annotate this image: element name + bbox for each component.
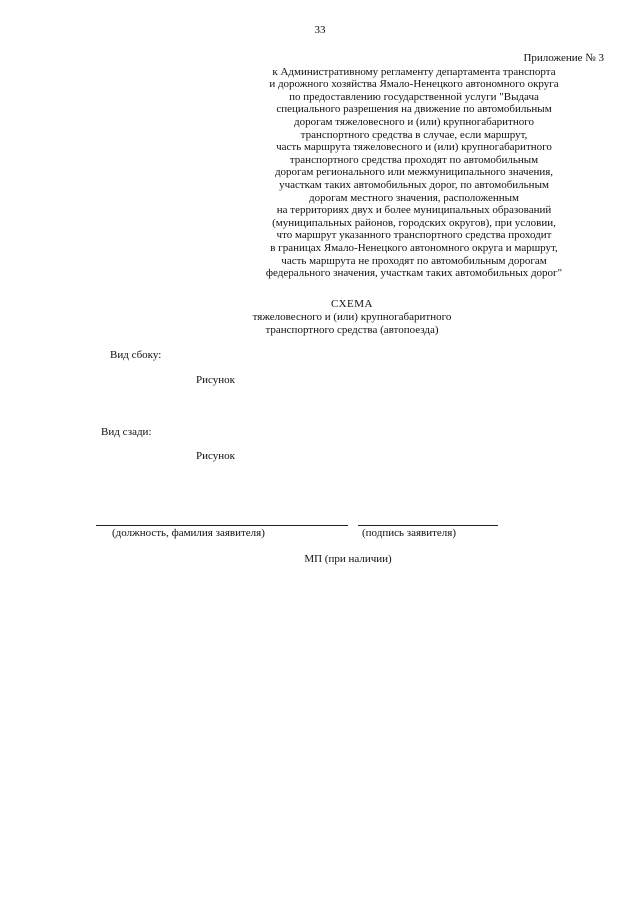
rear-view-figure-placeholder: Рисунок [196, 450, 235, 462]
scheme-title: СХЕМА [331, 298, 373, 310]
appendix-title: Приложение № 3 [523, 52, 604, 64]
signature-caption: (подпись заявителя) [362, 527, 457, 539]
side-view-label: Вид сбоку: [110, 349, 162, 361]
appendix-line: федерального значения, участкам таких автомобильных дорог" [265, 267, 563, 280]
appendix-line: дорогам местного значения, расположенным [309, 191, 519, 204]
appendix-line: дорогам регионального или межмуниципального значения, [274, 166, 554, 179]
stamp-label: МП (при наличии) [304, 553, 392, 565]
appendix-line: транспортного средства проходят по автомобильным [289, 153, 539, 166]
appendix-line: дорогам тяжеловесного и (или) крупногабаритного [294, 115, 534, 128]
appendix-line: часть маршрута не проходят по автомобильным дорогам [281, 254, 547, 267]
appendix-line: транспортного средства в случае, если маршрут, [300, 128, 528, 141]
signature-area [96, 511, 498, 551]
rear-view-label: Вид сзади: [101, 426, 152, 438]
signature-line [358, 525, 498, 526]
appendix-body [224, 66, 604, 280]
appendix-line: (муниципальных районов, городских округов), при условии, [272, 216, 556, 229]
appendix-line: на территориях двух и более муниципальных образований [276, 204, 552, 217]
page-number: 33 [314, 24, 326, 36]
appendix-line: в границах Ямало-Ненецкого автономного округа и маршрут, [270, 241, 558, 254]
side-view-figure-placeholder: Рисунок [196, 374, 235, 386]
scheme-heading [0, 298, 640, 337]
scheme-subtitle-line1: тяжеловесного и (или) крупногабаритного [252, 311, 452, 323]
appendix-line: участкам таких автомобильных дорог, по автомобильным [279, 178, 549, 191]
appendix-header [224, 52, 604, 280]
appendix-line: к Административному регламенту департамента транспорта [272, 65, 556, 78]
position-name-line [96, 525, 348, 526]
appendix-line: и дорожного хозяйства Ямало-Ненецкого автономного округа [269, 78, 559, 91]
scheme-subtitle-line2: транспортного средства (автопоезда) [265, 324, 439, 336]
appendix-line: специального разрешения на движение по автомобильным [276, 103, 552, 116]
appendix-line: часть маршрута тяжеловесного и (или) крупногабаритного [276, 141, 552, 154]
position-name-caption: (должность, фамилия заявителя) [112, 527, 265, 539]
appendix-line: что маршрут указанного транспортного средства проходит [276, 229, 552, 242]
appendix-line: по предоставлению государственной услуги "Выдача [289, 90, 539, 103]
